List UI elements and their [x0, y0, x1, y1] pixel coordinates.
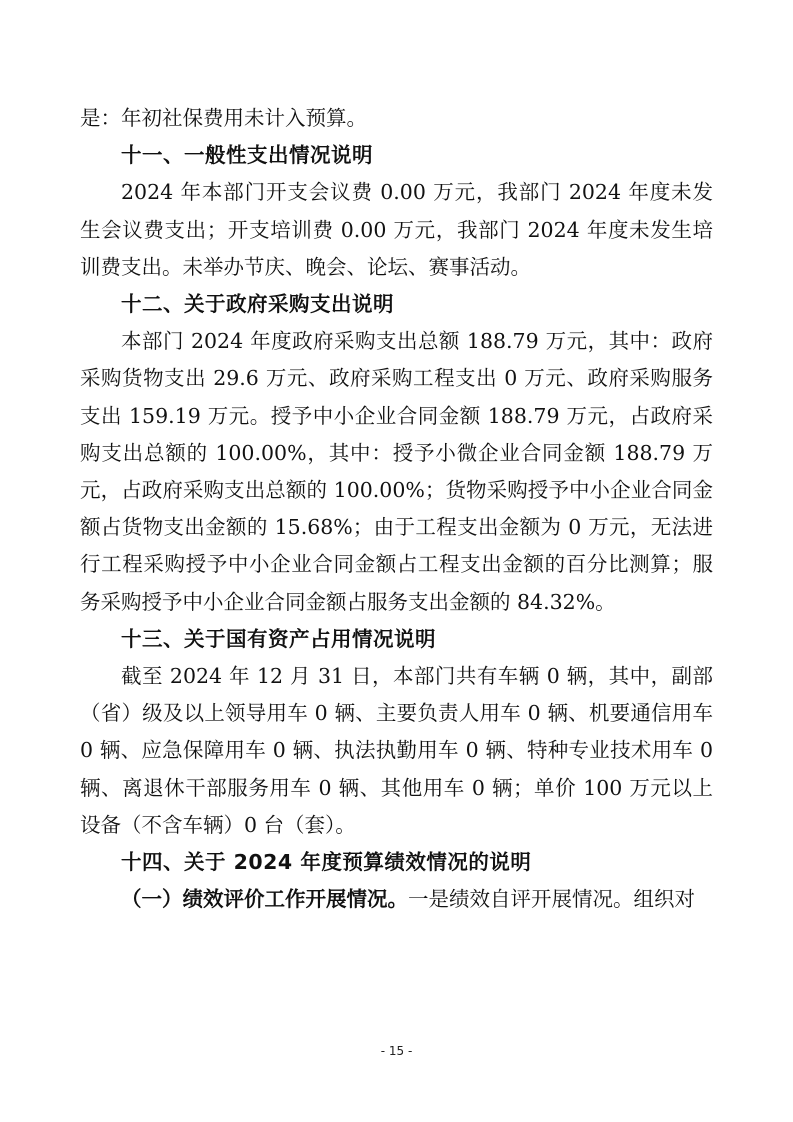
section-heading-13: 十三、关于国有资产占用情况说明 — [121, 626, 436, 651]
page-number: - 15 - — [380, 1044, 413, 1058]
section-heading-11: 十一、一般性支出情况说明 — [121, 143, 373, 168]
section-heading-14: 十四、关于 2024 年度预算绩效情况的说明 — [121, 850, 532, 875]
subsection-text: 一是绩效自评开展情况。组织对 — [408, 887, 695, 912]
section-heading-12: 十二、关于政府采购支出说明 — [121, 292, 394, 317]
paragraph-state-assets: 截至 2024 年 12 月 31 日，本部门共有车辆 0 辆，其中，副部（省）级及以上领导用车 0 辆、主要负责人用车 0 辆、机要通信用车 0 辆、应急保障用车 0 辆、执法执勤用车 0 辆、特种专业技术用车 0 辆、离退休干部服务用车 0 辆、其他用车 0 辆；单价 100 万元以上设备（不含车辆）0 台（套）。 — [80, 664, 713, 837]
paragraph-general-expenses: 2024 年本部门开支会议费 0.00 万元，我部门 2024 年度未发生会议费支出；开支培训费 0.00 万元，我部门 2024 年度未发生培训费支出。未举办节庆、晚会、论坛、赛事活动。 — [80, 180, 713, 279]
paragraph-performance-evaluation — [80, 881, 713, 918]
paragraph-continuation: 是：年初社保费用未计入预算。 — [80, 106, 367, 130]
paragraph-government-procurement: 本部门 2024 年度政府采购支出总额 188.79 万元，其中：政府采购货物支出 29.6 万元、政府采购工程支出 0 万元、政府采购服务支出 159.19 万元。授予中小企业合同金额 188.79 万元，占政府采购支出总额的 100.00%，其中：授予小微企业合同金额 188.79 万元，占政府采购支出总额的 100.00%；货物采购授予中小企业合同金额占货物支出金额的 15.68%；由于工程支出金额为 0 万元，无法进行工程采购授予中小企业合同金额占工程支出金额的百分比测算；服务采购授予中小企业合同金额占服务支出金额的 84.32%。 — [80, 329, 713, 614]
subsection-heading-1: （一）绩效评价工作开展情况。 — [121, 887, 408, 912]
document-body — [80, 100, 713, 918]
